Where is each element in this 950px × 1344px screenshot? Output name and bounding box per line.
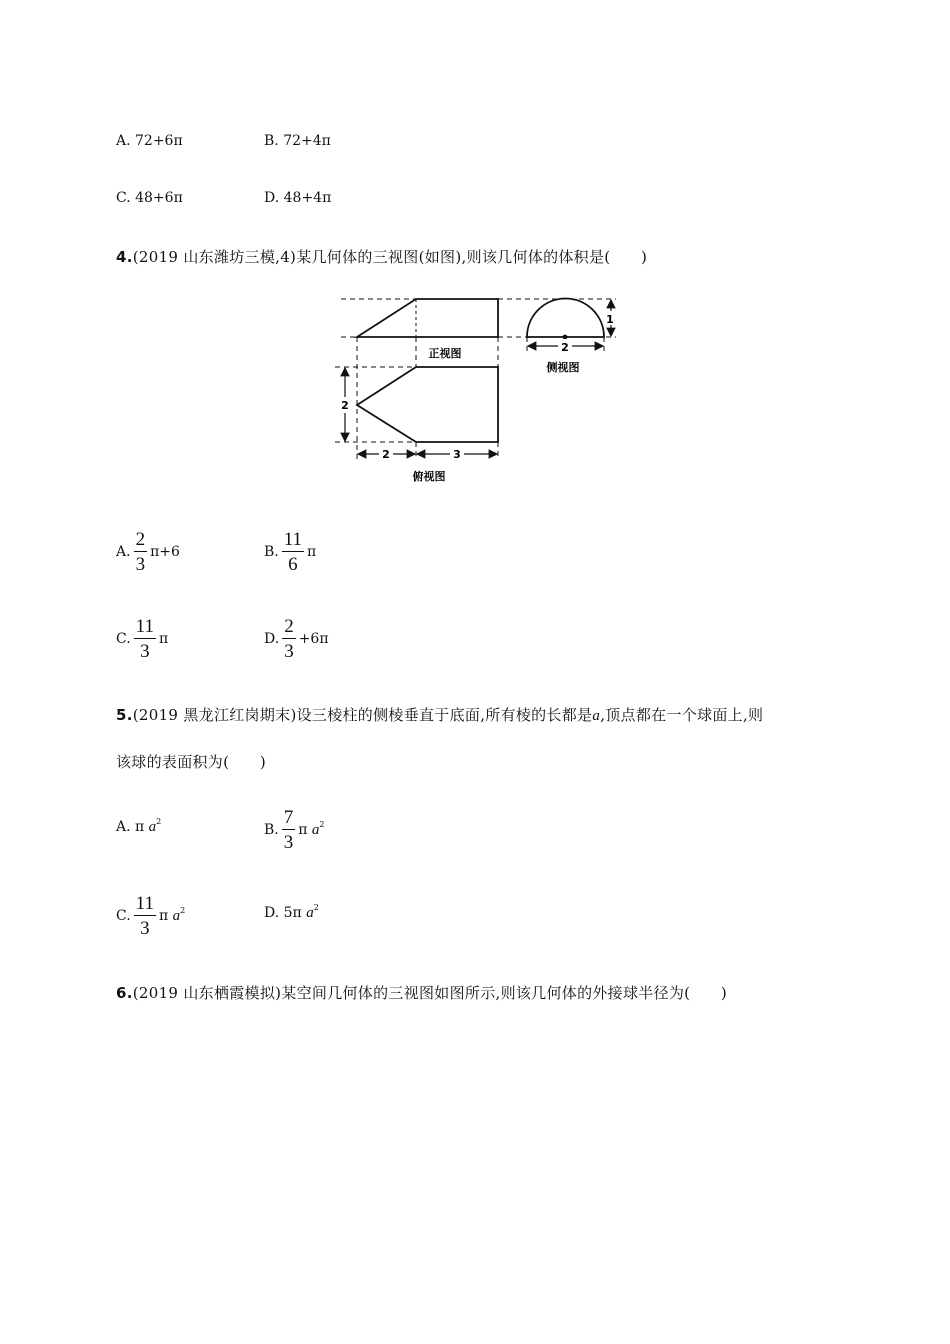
q3-option-b: B. 72+4π xyxy=(264,133,331,149)
front-view-label: 正视图 xyxy=(428,347,462,360)
dim-label-side-2: 2 xyxy=(561,341,569,354)
q4-stem-text: (2019 山东潍坊三模,4)某几何体的三视图(如图),则该几何体的体积是( ) xyxy=(132,248,648,266)
fraction: $\frac{11}{3}$ xyxy=(135,616,154,662)
q3-option-c: C. 48+6π xyxy=(116,190,183,206)
q6-stem-text: (2019 山东栖霞模拟)某空间几何体的三视图如图所示,则该几何体的外接球半径为( ) xyxy=(132,984,728,1002)
q4-option-d: D. $\frac{2}{3}$ +6π xyxy=(264,616,329,662)
fraction: $\frac{7}{3}$ xyxy=(283,807,294,853)
q3-option-a: A. 72+6π xyxy=(116,133,183,149)
fraction: $\frac{11}{3}$ xyxy=(135,893,154,939)
fraction: $\frac{2}{3}$ xyxy=(284,616,294,662)
dim-label-top-2: 2 xyxy=(382,448,390,461)
q4-three-view-figure xyxy=(330,290,630,490)
q5-option-b: B. $\frac{7}{3}$ π $a^2$ xyxy=(264,807,325,853)
top-view-shape xyxy=(357,367,498,442)
q3-option-d: D. 48+4π xyxy=(264,190,332,206)
dim-label-1: 1 xyxy=(606,313,614,326)
q5-option-c: C. $\frac{11}{3}$ π $a^2$ xyxy=(116,893,186,939)
q5-option-a: A. π $a^2$ xyxy=(116,817,162,835)
q5-number: 5. xyxy=(116,706,133,724)
fraction: $\frac{2}{3}$ xyxy=(135,529,146,575)
side-view-center-dot xyxy=(563,335,568,340)
q4-option-b: B. $\frac{11}{6}$ π xyxy=(264,529,317,575)
front-view-shape xyxy=(357,299,498,337)
q6-number: 6. xyxy=(116,984,133,1002)
q6-stem xyxy=(116,982,727,1003)
q5-stem-line2: 该球的表面积为( ) xyxy=(116,753,267,771)
dim-label-top-height-2: 2 xyxy=(341,399,349,412)
side-view-shape xyxy=(527,298,604,337)
q4-stem xyxy=(116,246,647,267)
q4-option-c: C. $\frac{11}{3}$ π xyxy=(116,616,169,662)
q5-stem-line1: 5.(2019 黑龙江红岗期末)设三棱柱的侧棱垂直于底面,所有棱的长都是a,顶点都在一个球面上,则 xyxy=(116,706,764,724)
q4-number: 4. xyxy=(116,248,133,266)
fraction: $\frac{11}{6}$ xyxy=(283,529,303,575)
top-view-label: 俯视图 xyxy=(412,470,446,483)
q4-option-a: A. $\frac{2}{3}$ π+6 xyxy=(116,529,180,575)
q5-option-d: D. 5π $a^2$ xyxy=(264,903,319,921)
dim-label-top-3: 3 xyxy=(453,448,461,461)
dimension-arrows xyxy=(345,300,611,454)
side-view-label: 侧视图 xyxy=(546,361,580,374)
